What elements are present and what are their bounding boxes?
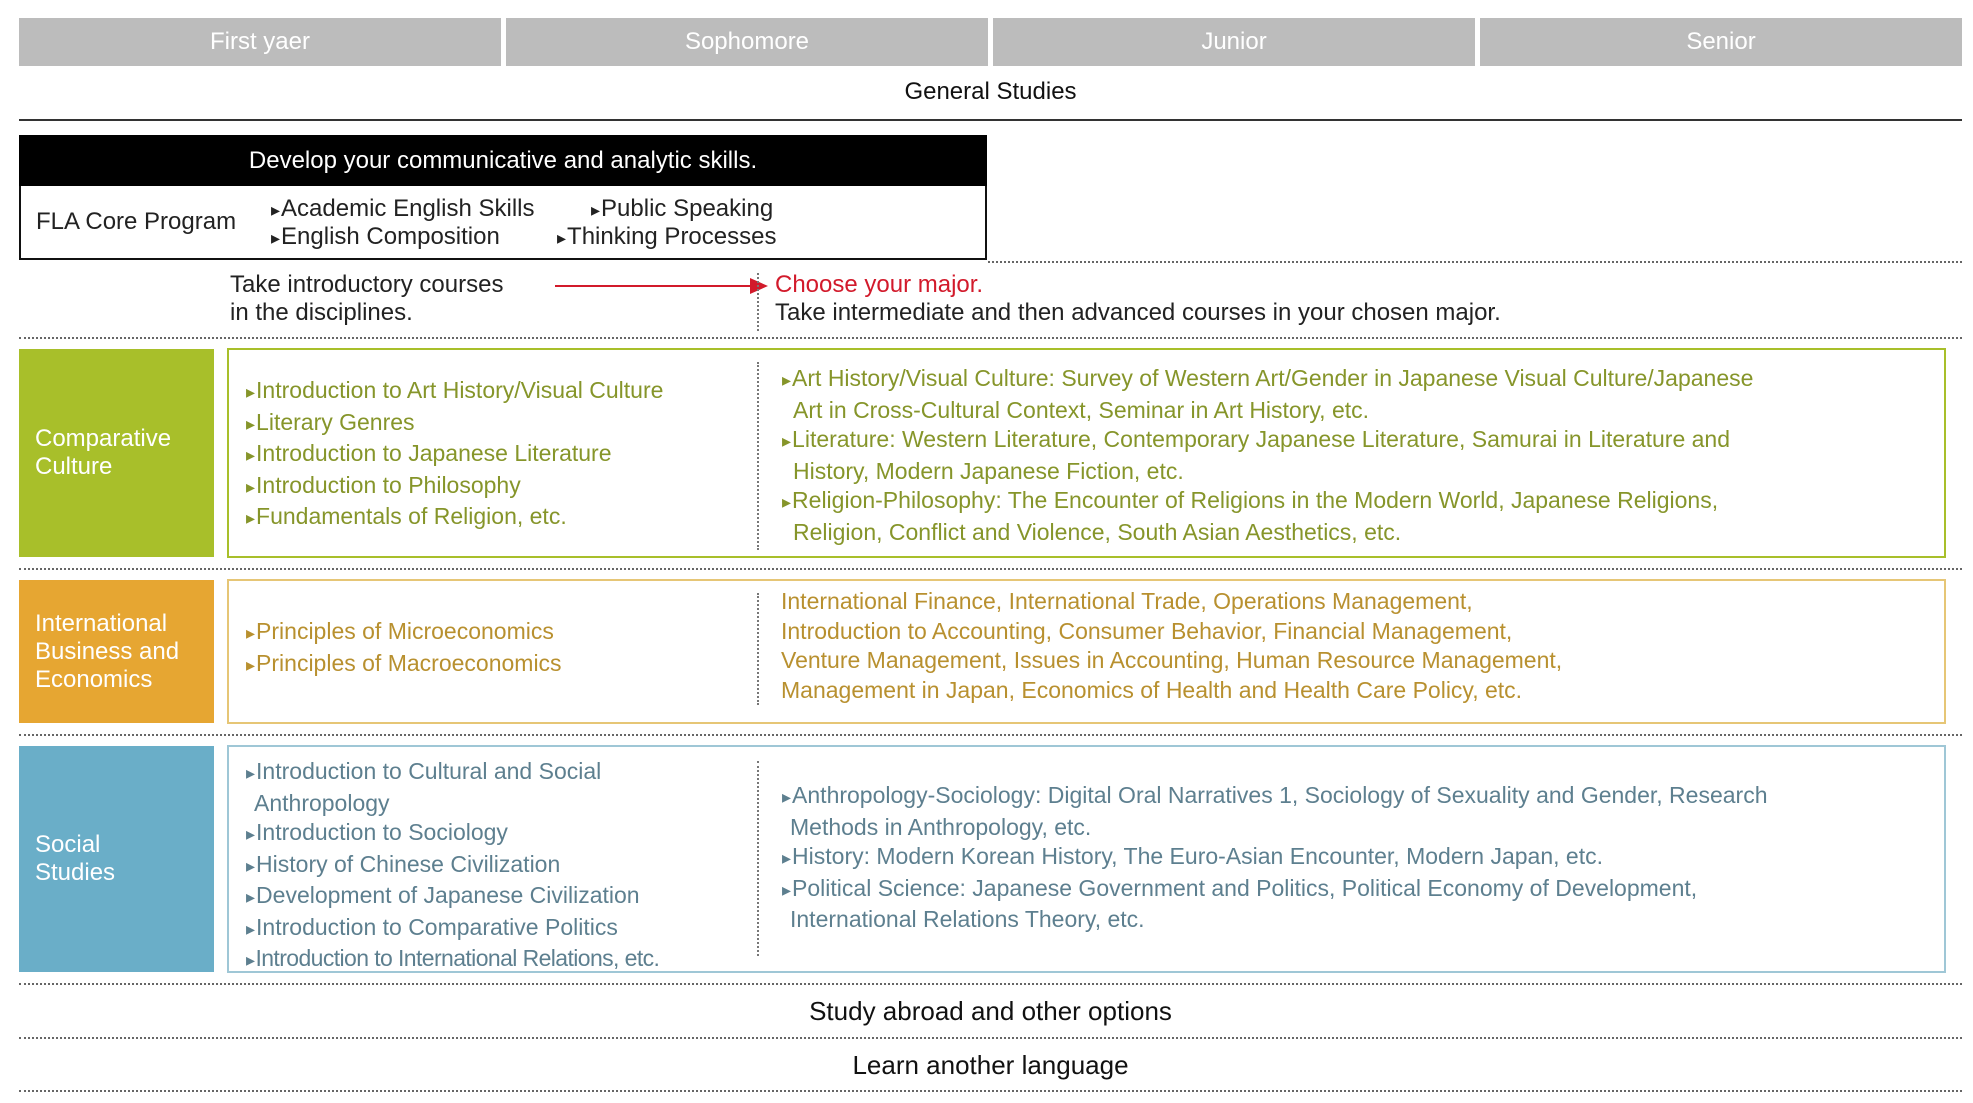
section-international-business: International Business and Economics [19,580,214,723]
comparative-divider [757,362,759,550]
list-item: ▸ Introduction to Cultural and Social [246,757,659,789]
list-item: ▸ Anthropology-Sociology: Digital Oral Narratives 1, Sociology of Sexuality and Gender, Research [782,781,1768,813]
list-item: Art in Cross-Cultural Context, Seminar in Art History, etc. [793,396,1370,423]
section-divider-3 [19,983,1962,985]
footer-divider-2 [19,1090,1962,1092]
list-item: Venture Management, Issues in Accounting, Human Resource Management, [781,647,1563,673]
list-item: ▸ History of Chinese Civilization [246,850,659,882]
list-item: ▸ Religion-Philosophy: The Encounter of Religions in the Modern World, Japanese Religions, [782,486,1753,518]
year-senior: Senior [1480,18,1962,66]
list-item: ▸ Political Science: Japanese Government and Politics, Political Economy of Development, [782,874,1768,906]
list-item: ▸ Art History/Visual Culture: Survey of Western Art/Gender in Japanese Visual Culture/Japanese [782,364,1753,396]
social-intro-list [246,757,659,976]
core-banner: Develop your communicative and analytic skills. [19,135,987,186]
year-first: First yaer [19,18,501,66]
social-advanced-list [782,781,1768,935]
arrow-icon [555,276,770,296]
flow-bottom-divider [19,337,1962,339]
list-item: ▸ Introduction to Philosophy [246,471,663,503]
core-item-english-composition: ▸ English Composition [271,223,500,252]
business-divider [757,593,759,705]
business-intro-list [246,617,562,680]
list-item: ▸ Fundamentals of Religion, etc. [246,502,663,534]
core-item-thinking-processes: ▸ Thinking Processes [557,223,776,252]
list-item: ▸ Introduction to International Relations, etc. [246,944,659,976]
list-item: ▸ Introduction to Art History/Visual Culture [246,376,663,408]
section-divider-2 [19,734,1962,736]
list-item: ▸ History: Modern Korean History, The Euro-Asian Encounter, Modern Japan, etc. [782,842,1768,874]
list-item: ▸ Introduction to Comparative Politics [246,913,659,945]
list-item: Management in Japan, Economics of Health and Health Care Policy, etc. [781,676,1523,703]
list-item: ▸ Introduction to Sociology [246,818,659,850]
list-item: Introduction to Accounting, Consumer Behavior, Financial Management, [781,617,1513,644]
comparative-intro-list [246,376,663,534]
business-advanced-list [781,587,1562,705]
list-item: ▸ Principles of Macroeconomics [246,649,562,681]
list-item: International Relations Theory, etc. [790,906,1145,932]
list-item: ▸ Introduction to Japanese Literature [246,439,663,471]
footer-divider-1 [19,1037,1962,1039]
list-item: International Finance, International Trade, Operations Management, [781,588,1473,614]
section-comparative-culture: Comparative Culture [19,349,214,557]
study-abroad-label: Study abroad and other options [809,995,1172,1026]
flow-vertical-divider [757,273,759,331]
core-item-academic-english: ▸ Academic English Skills [271,195,534,224]
core-program-label: FLA Core Program [36,208,237,235]
list-item: ▸ Literature: Western Literature, Contemporary Japanese Literature, Samurai in Literature and [782,425,1753,457]
list-item: Methods in Anthropology, etc. [790,813,1092,840]
intro-courses-line2: in the disciplines. [230,299,413,326]
intermediate-courses: Take intermediate and then advanced courses in your chosen major. [775,299,1501,326]
learn-language-label: Learn another language [852,1049,1129,1080]
list-item: ▸ Literary Genres [246,408,663,440]
choose-major: Choose your major. [775,271,984,298]
social-divider [757,761,759,956]
general-studies-divider [19,119,1962,121]
comparative-advanced-list [782,364,1753,547]
year-sophomore: Sophomore [506,18,988,66]
list-item: Religion, Conflict and Violence, South Asian Aesthetics, etc. [793,518,1402,545]
intro-courses-line1: Take introductory courses [230,271,504,298]
year-junior: Junior [993,18,1475,66]
list-item: History, Modern Japanese Fiction, etc. [793,457,1184,484]
section-divider-1 [19,568,1962,570]
flow-top-divider [988,261,1962,263]
general-studies-label: General Studies [904,78,1077,105]
section-social-studies: Social Studies [19,746,214,972]
list-item: ▸ Development of Japanese Civilization [246,881,659,913]
core-item-public-speaking: ▸ Public Speaking [591,195,773,224]
list-item: Anthropology [254,789,390,816]
list-item: ▸ Principles of Microeconomics [246,617,562,649]
